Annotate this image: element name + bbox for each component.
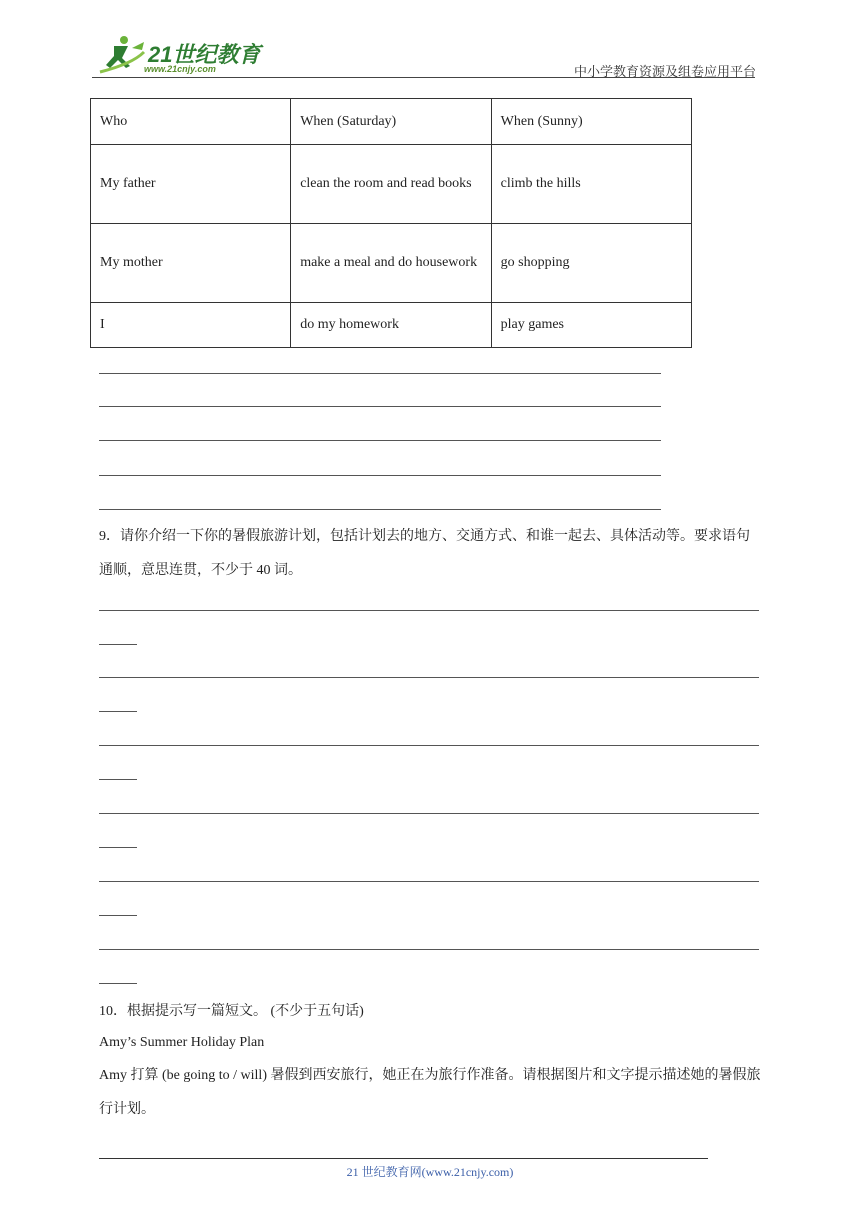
table-cell: go shopping [491, 224, 691, 303]
header-divider [92, 77, 755, 78]
answer-line[interactable] [99, 373, 661, 374]
answer-line-end[interactable] [99, 711, 137, 712]
table-row [91, 224, 692, 303]
logo-text: 21世纪教育 [148, 42, 261, 67]
logo-url: www.21cnjy.com [144, 64, 216, 74]
footer-text: 21 世纪教育网(www.21cnjy.com) [346, 1165, 514, 1179]
answer-line-end[interactable] [99, 915, 137, 916]
answer-line-end[interactable] [99, 847, 137, 848]
table-cell: My mother [91, 224, 291, 303]
table-row [91, 145, 692, 224]
answer-line-end[interactable] [99, 983, 137, 984]
table-cell: play games [491, 303, 691, 348]
answer-line[interactable] [99, 406, 661, 407]
table-cell: do my homework [291, 303, 491, 348]
table-cell: I [91, 303, 291, 348]
table-cell: My father [91, 145, 291, 224]
table-row [91, 303, 692, 348]
table-header-cell: When (Sunny) [491, 99, 691, 145]
table-header-cell: Who [91, 99, 291, 145]
question-10-text: 10．根据提示写一篇短文。 (不少于五句话) [99, 1004, 364, 1019]
header-platform-text: 中小学教育资源及组卷应用平台 [573, 64, 756, 79]
question-10-title: Amy’s Summer Holiday Plan [99, 1035, 265, 1050]
answer-line[interactable] [99, 440, 661, 441]
answer-line[interactable] [99, 610, 759, 611]
answer-line[interactable] [99, 949, 759, 950]
table-cell: make a meal and do housework [291, 224, 491, 303]
activity-table [90, 98, 692, 348]
question-10-description: Amy 打算 (be going to / will) 暑假到西安旅行，她正在为旅行作准备。请根据图片和文字提示描述她的暑假旅行计划。 [99, 1068, 761, 1117]
answer-line-end[interactable] [99, 644, 137, 645]
answer-line[interactable] [99, 813, 759, 814]
table-cell: climb the hills [491, 145, 691, 224]
table-header-row [91, 99, 692, 145]
answer-line[interactable] [99, 677, 759, 678]
answer-line[interactable] [99, 509, 661, 510]
answer-line-end[interactable] [99, 779, 137, 780]
footer-divider [99, 1158, 708, 1159]
table-cell: clean the room and read books [291, 145, 491, 224]
table-header-cell: When (Saturday) [291, 99, 491, 145]
page-header [0, 0, 860, 80]
question-9-text: 9．请你介绍一下你的暑假旅游计划，包括计划去的地方、交通方式、和谁一起去、具体活动等。要求语句通顺，意思连贯，不少于 40 词。 [99, 529, 750, 578]
answer-line[interactable] [99, 475, 661, 476]
answer-line[interactable] [99, 745, 759, 746]
answer-line[interactable] [99, 881, 759, 882]
